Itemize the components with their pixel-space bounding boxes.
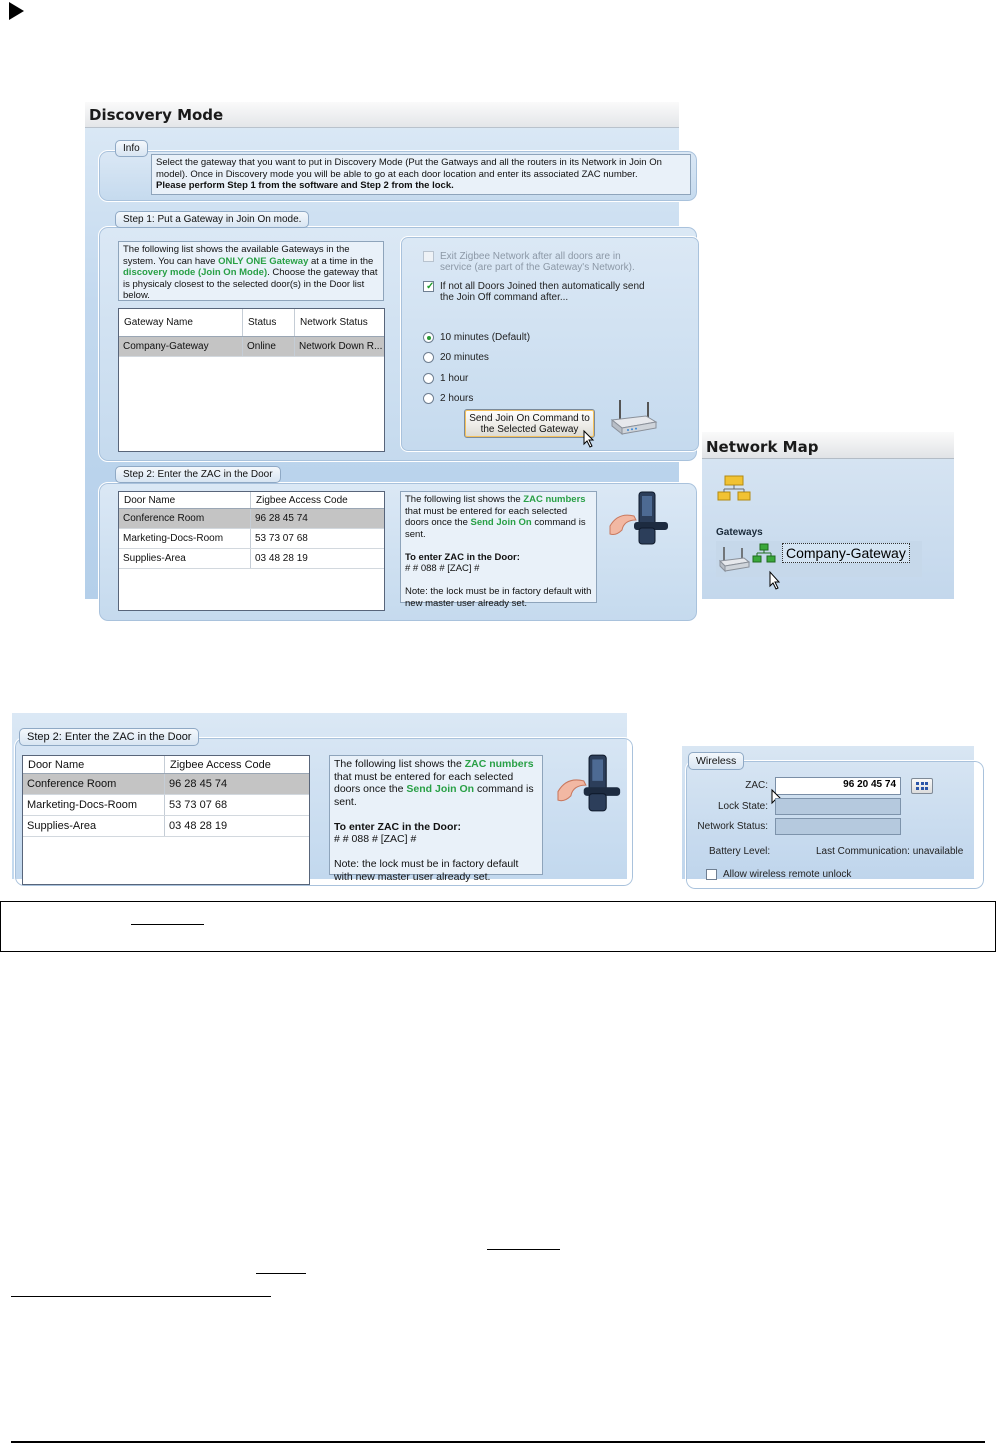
zac-input[interactable]: 96 20 45 74 <box>775 777 901 795</box>
network-status-label: Network Status: <box>697 821 768 832</box>
door-name-cell: Conference Room <box>119 509 251 528</box>
exit-network-label: Exit Zigbee Network after all doors are in service (are part of the Gateway's Network). <box>440 251 635 273</box>
network-map-window <box>702 432 954 599</box>
door-lock-icon <box>606 490 670 546</box>
remote-unlock-option[interactable] <box>706 869 851 880</box>
door-zac-cell: 96 28 45 74 <box>255 513 308 524</box>
mouse-cursor-icon <box>769 571 781 591</box>
zac-text-a: The following list shows the <box>334 758 465 770</box>
auto-join-off-label: If not all Doors Joined then automatically send the Join Off command after... <box>440 281 645 303</box>
network-green-icon <box>752 543 776 563</box>
note-underline <box>131 924 204 925</box>
info-legend: Info <box>115 140 148 157</box>
door-name-cell: Marketing-Docs-Room <box>119 529 251 548</box>
column-zigbee-access-code[interactable]: Zigbee Access Code <box>170 758 271 771</box>
column-gateway-name[interactable]: Gateway Name <box>119 309 243 336</box>
keypad-icon[interactable] <box>911 778 933 794</box>
lock-state-label: Lock State: <box>717 801 768 812</box>
discovery-mode-title: Discovery Mode <box>85 102 679 128</box>
zac-text-send-join-on: Send Join On <box>470 517 532 528</box>
zac-howto-code: # # 088 # [ZAC] # <box>405 563 480 574</box>
radio-20-minutes-button[interactable] <box>423 352 434 363</box>
remote-unlock-checkbox[interactable] <box>706 869 717 880</box>
door-row[interactable] <box>23 816 309 837</box>
radio-2-hours-label: 2 hours <box>440 393 474 404</box>
radio-10-minutes-button[interactable] <box>423 332 434 343</box>
exit-network-checkbox[interactable] <box>423 251 434 262</box>
zac-howto-title: To enter ZAC in the Door: <box>334 820 461 833</box>
wireless-panel <box>682 746 974 879</box>
step1-legend: Step 1: Put a Gateway in Join On mode. <box>115 211 309 228</box>
radio-1-hour[interactable] <box>423 373 468 384</box>
door-zac-cell: 96 28 45 74 <box>169 778 228 790</box>
text-underline <box>487 1249 560 1250</box>
radio-2-hours-button[interactable] <box>423 393 434 404</box>
door-name-cell: Conference Room <box>23 774 165 794</box>
column-network-status[interactable]: Network Status <box>300 316 368 328</box>
zac-text-numbers: ZAC numbers <box>523 494 586 505</box>
zac-note: Note: the lock must be in factory default with new master user already set. <box>334 858 519 883</box>
door-grid-zoom-header <box>23 756 309 774</box>
door-zac-cell: 53 73 07 68 <box>255 533 308 544</box>
zac-instructions-zoom <box>329 755 543 883</box>
door-name-cell: Marketing-Docs-Room <box>23 795 165 815</box>
gateway-grid <box>118 308 385 452</box>
door-zac-cell: 03 48 28 19 <box>255 553 308 564</box>
step2-zoom-panel <box>12 713 627 883</box>
column-door-name[interactable]: Door Name <box>23 756 165 773</box>
door-row[interactable] <box>23 795 309 816</box>
zac-text-send-join-on: Send Join On <box>406 783 475 795</box>
note-box <box>0 901 996 952</box>
zac-text-e: command is sent. <box>334 783 534 808</box>
step2-zoom-legend: Step 2: Enter the ZAC in the Door <box>19 728 199 746</box>
exit-network-option[interactable] <box>423 251 653 273</box>
router-icon <box>608 398 658 438</box>
info-bold-text: Please perform Step 1 from the software and Step 2 from the lock. <box>156 180 454 191</box>
door-name-cell: Supplies-Area <box>119 549 251 568</box>
text-underline <box>11 1296 271 1297</box>
door-zac-cell: 53 73 07 68 <box>169 799 228 811</box>
gateway-router-icon <box>718 545 750 573</box>
step2-legend: Step 2: Enter the ZAC in the Door <box>115 466 281 483</box>
step1-text-a: The following list shows the available Gateways in the system. You can have <box>123 244 350 267</box>
step1-text-discovery: discovery mode (Join On Mode) <box>123 267 268 278</box>
radio-2-hours[interactable] <box>423 393 473 404</box>
zac-text-e: command is sent. <box>405 517 586 540</box>
column-status[interactable]: Status <box>243 309 295 336</box>
radio-20-minutes[interactable] <box>423 352 489 363</box>
step1-text-c: at a time in the <box>308 255 374 267</box>
wireless-legend: Wireless <box>688 752 744 770</box>
radio-10-minutes-label: 10 minutes (Default) <box>440 332 531 343</box>
radio-20-minutes-label: 20 minutes <box>440 352 489 363</box>
gateway-grid-header <box>119 309 384 337</box>
info-text: Select the gateway that you want to put in Discovery Mode (Put the Gatways and all the routers in its Network in Join On model). Once in Discovery mode you will be able to go at each door location and enter its associated ZAC number. <box>156 157 662 180</box>
gateway-name-cell: Company-Gateway <box>119 337 243 356</box>
step1-text-e: . Choose the gateway that is physicaly closest to the selected door(s) in the Door list below. <box>123 267 378 301</box>
door-row[interactable] <box>119 549 384 569</box>
auto-join-off-checkbox[interactable]: ✓ <box>423 281 434 292</box>
zac-text-a: The following list shows the <box>405 494 524 505</box>
door-lock-icon <box>553 753 623 813</box>
zac-text-c: that must be entered for each selected doors once the <box>334 770 514 795</box>
door-zac-cell: 03 48 28 19 <box>169 820 228 832</box>
network-status-field <box>775 818 901 835</box>
door-row[interactable] <box>119 509 384 529</box>
zac-note: Note: the lock must be in factory default with new master user already set. <box>405 586 592 609</box>
zac-label: ZAC: <box>745 780 768 791</box>
door-row[interactable] <box>23 774 309 795</box>
step1-text-only-one: ONLY ONE Gateway <box>218 255 309 267</box>
radio-1-hour-label: 1 hour <box>440 373 469 384</box>
door-grid-zoom <box>22 755 310 885</box>
send-join-on-button[interactable]: Send Join On Command to the Selected Gateway <box>464 409 595 438</box>
gateway-row[interactable] <box>119 337 384 357</box>
last-communication-label: Last Communication: unavailable <box>816 846 964 857</box>
auto-join-off-option[interactable] <box>423 281 653 303</box>
info-text-box <box>151 154 691 195</box>
radio-1-hour-button[interactable] <box>423 373 434 384</box>
zac-instructions-box <box>400 491 597 609</box>
door-grid-header <box>119 492 384 509</box>
column-zigbee-access-code[interactable]: Zigbee Access Code <box>256 494 348 506</box>
network-folder-icon <box>716 472 752 508</box>
lock-state-field <box>775 798 901 815</box>
zac-howto-code: # # 088 # [ZAC] # <box>334 833 417 845</box>
gateway-status-cell: Online <box>243 337 295 356</box>
column-door-name[interactable]: Door Name <box>119 492 251 508</box>
door-grid <box>118 491 385 611</box>
zac-text-numbers: ZAC numbers <box>464 758 534 770</box>
zac-howto-title: To enter ZAC in the Door: <box>405 551 520 563</box>
text-underline <box>256 1273 306 1274</box>
remote-unlock-label: Allow wireless remote unlock <box>723 869 852 880</box>
step1-text-box <box>118 241 384 301</box>
battery-level-label: Battery Level: <box>709 846 771 857</box>
gateway-node-label[interactable]: Company-Gateway <box>782 543 910 563</box>
gateway-network-status-cell: Network Down R... <box>299 341 383 352</box>
discovery-mode-window <box>85 102 679 609</box>
door-row[interactable] <box>119 529 384 549</box>
radio-10-minutes[interactable] <box>423 332 530 343</box>
zac-text-c: that must be entered for each selected doors once the <box>405 505 568 528</box>
gateways-label: Gateways <box>716 527 763 538</box>
bullet-arrow-icon <box>9 2 24 20</box>
door-name-cell: Supplies-Area <box>23 816 165 836</box>
network-map-title: Network Map <box>706 438 819 456</box>
mouse-cursor-icon <box>583 430 595 448</box>
